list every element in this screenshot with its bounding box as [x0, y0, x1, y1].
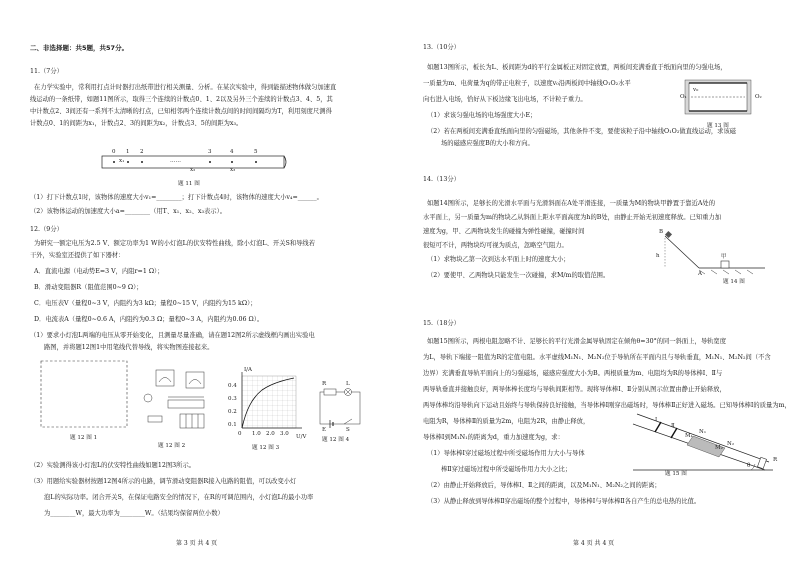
switch-symbol — [344, 419, 352, 424]
fig12-4-caption: 题 12 图 4 — [322, 437, 350, 443]
fig12-1-caption: 题 12 图 1 — [70, 435, 98, 441]
label-v0: v₀ — [693, 87, 699, 93]
block-jia — [721, 261, 729, 268]
q11-text-line-2: 线运动的一条纸带，如题11图所示，取得三个连续的计数点0、1、2以及另外三个连续的计数点3、4、5，其 — [30, 96, 333, 103]
q15-text-line-3: 边界）充满垂直导轨平面向上的匀强磁场，磁感应强度大小为B。两根质量为m、电阻均为R的导体棒Ⅰ、Ⅱ与 — [423, 370, 723, 377]
label-jia: 甲 — [721, 254, 727, 260]
q12-text-line-1: 为研究一额定电压为2.5 V、额定功率为1 W的小灯泡L的伏安特性曲线，除小灯泡L、开关S和导线若 — [34, 240, 316, 247]
rheostat-icon — [168, 400, 204, 408]
q12-option-d: D．电流表A（量程0~0.6 A，内阻约为0.3 Ω；量程0~3 A，内阻约为0.06 Ω）。 — [34, 316, 264, 323]
q13-part-2-line-2: 场的磁感应强度B的大小和方向。 — [441, 140, 534, 147]
q13-text-line-2: 一质量为m、电荷量为q的带正电粒子，以速度v₀沿两板间中轴线O₁O₂水平 — [423, 80, 631, 87]
page-3-footer: 第 3 页 共 4 页 — [176, 540, 218, 547]
q14-heading: 14.（13分） — [423, 176, 460, 183]
q12-option-a: A．直流电源（电动势E=3 V，内阻r=1 Ω）； — [34, 268, 164, 275]
q12-part-1-line-2: 路图，并将题12图1中用笔线代替导线，将实物图连接起来。 — [44, 344, 214, 351]
page-4-footer: 第 4 页 共 4 页 — [573, 540, 615, 547]
label-m1: M₁ — [685, 433, 693, 439]
q15-part-1-line-2: 棒Ⅱ穿过磁场过程中所受磁场作用力大小之比； — [441, 466, 572, 473]
graph-y-tick: 0.4 — [228, 383, 237, 389]
incline-figure — [659, 226, 769, 276]
q15-part-1-line-1: （1）导体棒Ⅰ穿过磁场过程中所受磁场作用力大小与导体 — [427, 450, 585, 457]
label-b: B — [659, 229, 664, 235]
graph-x-label: U/V — [296, 434, 307, 440]
q14-part-2: （2）要使甲、乙两物块只能发生一次碰撞，求M/m的取值范围。 — [427, 272, 610, 279]
q15-part-3: （3）从静止释放到导体棒Ⅱ穿出磁场的整个过程中，导体棒Ⅰ与导体棒Ⅱ各自产生的总电热的比值。 — [427, 498, 701, 505]
tape-label-1: 1 — [126, 149, 130, 155]
q12-option-b: B．滑动变阻器R（阻值范围0~9 Ω）； — [34, 284, 143, 291]
bulb-icon — [144, 394, 152, 402]
q15-text-line-1: 如题15图所示，两根电阻忽略不计、足够长的平行光滑金属导轨固定在倾角θ=30°的同一斜面上，导轨宽度 — [427, 338, 727, 345]
q11-text-line-4: 计数点0、1的间距为x₁，计数点2、3的间距为x₂，计数点3、5的间距为x₃。 — [30, 120, 243, 127]
q14-text-line-3: 速度为g，甲、乙两物块发生的碰撞为弹性碰撞，碰撞时间 — [423, 228, 585, 235]
graph-x-tick: 2.0 — [266, 431, 275, 437]
tape-label-0: 0 — [112, 149, 116, 155]
q15-text-line-4: 两导轨垂直并接触良好，两导体棒长度均与导轨间距相等。现将导体棒Ⅰ、Ⅱ分别从图示位置由静止开始释放， — [423, 386, 726, 393]
q15-heading: 15.（18分） — [423, 320, 460, 327]
switch-icon — [148, 416, 162, 422]
tape-x2: x₂ — [190, 167, 196, 173]
tape-x1: x₁ — [119, 158, 125, 164]
q12-part-3-line-2: 泡L的实际功率。闭合开关S，在保证电路安全的情况下，在R的可调范围内，小灯泡L的最小功率 — [44, 494, 314, 501]
graph-y-tick: 0.3 — [228, 396, 237, 402]
q14-text-line-2: 水平面上，另一质量为m的物块乙从斜面上距水平面高度为h的B处，由静止开始无初速度释放。已知重力加 — [423, 214, 722, 221]
label-m2: M₂ — [715, 445, 723, 451]
tape-label-3: 3 — [208, 149, 212, 155]
q14-part-1: （1）求物块乙第一次到达水平面上时的速度大小； — [427, 256, 570, 263]
label-theta: θ — [747, 463, 751, 469]
apparatus-figure — [138, 366, 222, 436]
label-rod-1: Ⅰ — [655, 417, 658, 423]
q13-text-line-3: 向右进入电场，恰好从下板边缘飞出电场，不计粒子重力。 — [423, 96, 587, 103]
q12-part-3-line-3: 为________W，最大功率为________W。（结果均保留两位小数） — [44, 510, 224, 517]
label-o1: O₁ — [680, 94, 687, 100]
fig12-3-caption: 题 12 图 3 — [252, 445, 280, 451]
q11-part-1: （1）打下计数点1时，该物体的速度大小v₁=________；打下计数点4时，该物体的速度大小v₄=______。 — [30, 194, 323, 201]
graph-y-tick: 0.1 — [228, 422, 237, 428]
q12-heading: 12.（9分） — [30, 226, 63, 233]
fig4-label-e: E — [322, 427, 327, 433]
q13-text-line-1: 如题13图所示，板长为L、板间距为d的平行金属板正对固定放置，两板间充满垂直于纸面向里的匀强电场， — [427, 64, 727, 71]
graph-x-tick: 3.0 — [280, 431, 289, 437]
q11-text-line-3: 中计数点2、3间还有一系列不太清晰的打点，已知相邻两个连续计数点间的时间间隔均为T，利用刻度尺测得 — [30, 108, 332, 115]
fig12-2-caption: 题 12 图 2 — [158, 443, 186, 449]
q13-part-1: （1）求该匀强电场的电场强度大小E； — [427, 112, 537, 119]
fig4-label-l: L — [346, 381, 350, 387]
q15-text-line-7: 导体棒Ⅰ到M₁N₁的距离为d，重力加速度为g，求： — [423, 434, 564, 441]
q15-text-line-6: 电阻为R，导体棒Ⅱ的质量为2m，电阻为2R，由静止释放， — [423, 418, 590, 425]
q14-figure-caption: 题 14 图 — [723, 279, 745, 285]
q12-part-3-line-1: （3）用题给实验器材按题12图4所示的电路，调节滑动变阻器R接入电路的阻值，可以改变小灯 — [30, 478, 297, 485]
resistor-symbol — [324, 389, 336, 395]
label-o2: O₂ — [755, 94, 762, 100]
q12-part-1-line-1: （1）要求小灯泡L两端的电压从零开始变化，且测量尽量准确，请在题12图2所示虚线框内画出实验电 — [30, 332, 315, 339]
q15-text-line-5: 两导体棒均沿导轨向下运动且始终与导轨保持良好接触，当导体棒Ⅰ刚穿出磁场时，导体棒Ⅱ正好进入磁场。已知导体棒Ⅰ的质量为m， — [423, 402, 791, 409]
fig4-label-s: S — [346, 427, 350, 433]
label-n1: N₁ — [699, 429, 707, 435]
label-r: R — [773, 457, 778, 463]
label-h: h — [656, 253, 660, 259]
voltmeter-icon — [156, 370, 174, 386]
q11-figure-caption: 题 11 图 — [178, 181, 200, 187]
section-title: 二、非选择题：共5题，共57分。 — [30, 44, 129, 52]
tape-x3: x₃ — [230, 167, 236, 173]
q12-text-line-2: 干外，实验室还提供了如下器材： — [30, 252, 125, 259]
tape-label-2: 2 — [140, 149, 144, 155]
label-a: A — [698, 271, 702, 277]
graph-x-tick: 1.0 — [252, 431, 261, 437]
q11-part-2: （2）该物体运动的加速度大小a=________（用T、x₁、x₂、x₃表示）。 — [30, 208, 227, 215]
label-rod-2: Ⅱ — [671, 423, 675, 429]
q13-figure-caption: 题 13 图 — [707, 123, 729, 129]
tape-dots: …… — [170, 158, 181, 164]
tape-label-5: 5 — [254, 149, 258, 155]
exam-page-4 — [397, 0, 794, 561]
graph-y-tick: 0.2 — [228, 409, 237, 415]
graph-origin: 0 — [238, 431, 242, 437]
q14-text-line-4: 很短可不计，两物块均可视为质点，忽略空气阻力。 — [423, 242, 568, 249]
q13-part-2-line-1: （2）若在两板间充满垂直纸面向里的匀强磁场，其他条件不变，要使该粒子沿中轴线O₁O₂做直线运动，求该磁 — [427, 128, 737, 135]
label-n2: N₂ — [727, 441, 735, 447]
q11-text-line-1: 在力学实验中，常利用打点计时器打出纸带进行相关测量、分析。在某次实验中，得到能描述物体做匀加速直 — [34, 84, 337, 91]
q12-option-c: C．电压表V（量程0~3 V，内阻约为3 kΩ；量程0~15 V，内阻约为15 kΩ）； — [34, 300, 257, 307]
graph-y-label: I/A — [244, 367, 252, 373]
q14-text-line-1: 如题14图所示，足够长的光滑水平面与光滑斜面在A处平滑连接，一质量为M的物块甲静置于靠近A处的 — [427, 200, 716, 207]
q15-text-line-2: 为L，导轨下端接一阻值为R的定值电阻。水平虚线M₁N₁、M₂N₂位于导轨所在平面内且与导轨垂直，M₁N₁、M₂N₂间（不含 — [423, 354, 771, 361]
ammeter-icon — [186, 372, 204, 388]
q15-part-2: （2）由静止开始释放后，导体棒Ⅰ、Ⅱ之间的距离，以及M₁N₁、M₂N₂之间的距离； — [427, 482, 661, 489]
slope-surface — [665, 236, 699, 268]
dashed-circuit-box — [40, 360, 130, 430]
fig4-label-r: R — [322, 381, 327, 387]
tape-label-4: 4 — [230, 149, 234, 155]
q12-part-2: （2）实验测得该小灯泡L的伏安特性曲线如题12图3所示。 — [30, 462, 196, 469]
q11-heading: 11.（7分） — [30, 68, 63, 75]
resistor-r — [757, 457, 766, 468]
q13-heading: 13.（10分） — [423, 44, 460, 51]
q15-figure-caption: 题 15 图 — [665, 471, 687, 477]
